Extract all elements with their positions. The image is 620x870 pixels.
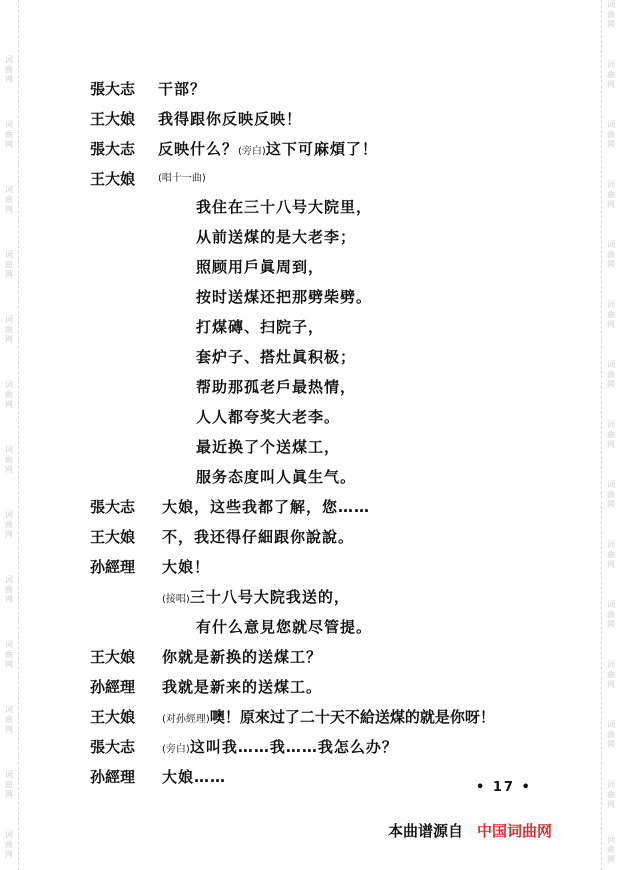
watermark-char: 网 [5,595,13,604]
watermark-group [602,780,620,810]
watermark-char: 词 [607,180,615,189]
dialogue-text: 这下可麻煩了！ [265,140,378,158]
watermark-char: 词 [5,705,13,714]
watermark-char: 词 [607,540,615,549]
lyric-line: 套炉子、搭灶眞积极； [196,348,357,366]
lyric-line [162,586,350,611]
watermark-char: 曲 [5,195,13,204]
watermark-group [0,770,18,800]
stage-direction: (对孙經理) [162,714,210,725]
watermark-char: 网 [607,260,615,269]
watermark-group [0,510,18,540]
speaker-name: 張大志 [90,498,136,516]
watermark-char: 词 [607,120,615,129]
watermark-group [602,420,620,450]
watermark-char: 词 [607,420,615,429]
lyric-line: 我住在三十八号大院里， [196,198,373,216]
watermark-char: 曲 [5,715,13,724]
watermark-char: 曲 [607,310,615,319]
watermark-char: 曲 [607,430,615,439]
lyric-line: 从前送煤的是大老李； [196,228,357,246]
watermark-char: 曲 [607,490,615,499]
watermark-char: 网 [607,440,615,449]
watermark-char: 曲 [607,250,615,259]
speaker-name: 張大志 [90,140,136,158]
watermark-char: 词 [607,480,615,489]
watermark-char: 词 [5,250,13,259]
speaker-name: 王大娘 [90,170,136,188]
watermark-group [602,60,620,90]
watermark-char: 网 [607,320,615,329]
dialogue-text: 这叫我……我……我怎么办？ [189,738,398,756]
watermark-group [602,540,620,570]
watermark-char: 网 [607,800,615,809]
watermark-char: 词 [5,575,13,584]
watermark-char: 词 [607,660,615,669]
watermark-char: 词 [607,240,615,249]
watermark-group [602,120,620,150]
lyric-line: 帮助那孤老戶最热情， [196,378,357,396]
watermark-group [0,705,18,735]
watermark-char: 曲 [5,455,13,464]
watermark-char: 曲 [607,190,615,199]
watermark-group [602,360,620,390]
watermark-char: 网 [5,725,13,734]
dialogue-text: 你就是新换的送煤工？ [162,648,323,666]
stage-direction: (旁白) [238,146,266,157]
lyric-line: 服务态度叫人眞生气。 [196,468,357,486]
watermark-char: 网 [5,75,13,84]
speaker-name: 孙經理 [90,558,136,576]
lyric-line: 有什么意見您就尽管提。 [196,618,373,636]
watermark-char: 网 [607,200,615,209]
watermark-char: 曲 [5,840,13,849]
watermark-char: 网 [607,680,615,689]
watermark-char: 词 [5,315,13,324]
watermark-char: 网 [5,400,13,409]
dialogue-text: 不，我还得仔細跟你說說。 [162,528,355,546]
dialogue-text: 干部？ [158,80,207,98]
dialogue-text: 我就是新来的送煤工。 [162,678,323,696]
watermark-group [0,640,18,670]
speaker-name: 張大志 [90,738,136,756]
watermark-group [602,600,620,630]
watermark-char: 网 [5,850,13,859]
speaker-name: 王大娘 [90,648,136,666]
watermark-char: 曲 [607,670,615,679]
watermark-char: 网 [607,140,615,149]
speaker-name: 孙經理 [90,678,136,696]
watermark-char: 曲 [607,610,615,619]
watermark-char: 网 [5,790,13,799]
speaker-name: 王大娘 [90,708,136,726]
stage-direction: (接唱) [162,594,190,605]
watermark-char: 词 [5,120,13,129]
dialogue-text: 我得跟你反映反映！ [158,110,303,128]
dialogue-text: 反映什么？ [158,140,239,158]
watermark-char: 曲 [607,845,615,854]
watermark-char: 曲 [5,520,13,529]
watermark-char: 网 [5,205,13,214]
watermark-char: 词 [607,0,615,9]
watermark-char: 曲 [5,65,13,74]
watermark-column-right [601,0,620,870]
lyric-line: 打煤磚、扫院子， [196,318,325,336]
watermark-group [602,300,620,330]
source-label: 本曲谱源自 [388,822,464,840]
watermark-group [0,120,18,150]
speaker-name: 王大娘 [90,528,136,546]
lyric-line: 人人都夸奖大老李。 [196,408,341,426]
watermark-char: 曲 [607,10,615,19]
watermark-group [602,720,620,750]
watermark-char: 词 [607,835,615,844]
dialogue-line [162,706,495,731]
watermark-char: 曲 [607,790,615,799]
lyric-line: 照顾用戶眞周到， [196,258,325,276]
watermark-group [602,180,620,210]
watermark-char: 网 [5,660,13,669]
watermark-char: 网 [5,140,13,149]
watermark-char: 词 [5,445,13,454]
watermark-char: 网 [607,855,615,864]
dialogue-text: 大娘…… [162,768,227,786]
watermark-group [0,445,18,475]
watermark-group [0,380,18,410]
watermark-char: 曲 [5,650,13,659]
watermark-group [602,660,620,690]
watermark-char: 曲 [607,130,615,139]
watermark-char: 网 [607,500,615,509]
dialogue-line [158,138,378,163]
watermark-group [602,240,620,270]
brand-link[interactable]: 中国词曲网 [477,822,553,840]
watermark-char: 词 [5,185,13,194]
watermark-char: 网 [5,335,13,344]
watermark-group [0,830,18,860]
speaker-name: 王大娘 [90,110,136,128]
watermark-char: 词 [607,780,615,789]
watermark-char: 网 [607,80,615,89]
watermark-group [0,575,18,605]
watermark-group [0,55,18,85]
lyric-line: 按时送煤还把那劈柴劈。 [196,288,373,306]
watermark-char: 词 [607,360,615,369]
page-number: • 17 • [476,780,532,795]
watermark-char: 曲 [5,130,13,139]
watermark-group [0,315,18,345]
watermark-char: 网 [5,465,13,474]
watermark-char: 词 [5,770,13,779]
dialogue-text: 大娘！ [162,558,211,576]
watermark-char: 曲 [5,390,13,399]
lyric-line: 最近换了个送煤工， [196,438,341,456]
dialogue-text: 大娘，这些我都了解，您…… [162,498,371,516]
watermark-column-left [0,0,19,870]
watermark-char: 网 [5,270,13,279]
watermark-char: 词 [5,380,13,389]
watermark-group [602,0,620,30]
speaker-name: 孙經理 [90,768,136,786]
watermark-char: 词 [5,55,13,64]
watermark-char: 网 [607,20,615,29]
watermark-char: 网 [5,530,13,539]
source-footer [388,820,552,841]
watermark-char: 词 [607,60,615,69]
watermark-char: 词 [5,830,13,839]
watermark-char: 曲 [607,70,615,79]
watermark-group [602,480,620,510]
watermark-char: 词 [607,720,615,729]
watermark-char: 曲 [5,325,13,334]
stage-direction: (唱十一曲) [158,173,206,184]
watermark-group [0,185,18,215]
watermark-char: 网 [607,380,615,389]
watermark-char: 词 [607,600,615,609]
watermark-char: 曲 [5,780,13,789]
watermark-char: 词 [5,640,13,649]
watermark-char: 曲 [5,585,13,594]
watermark-char: 网 [607,560,615,569]
watermark-char: 曲 [5,260,13,269]
watermark-char: 词 [607,300,615,309]
stage-direction: (旁白) [162,744,190,755]
watermark-char: 网 [607,740,615,749]
watermark-char: 词 [5,510,13,519]
watermark-group [0,250,18,280]
dialogue-text: 噢！原來过了二十天不給送煤的就是你呀！ [209,708,495,726]
speaker-name: 張大志 [90,80,136,98]
watermark-char: 曲 [607,730,615,739]
watermark-group [602,835,620,865]
dialogue-line [162,736,398,761]
watermark-char: 曲 [607,550,615,559]
lyric-text: 三十八号大院我送的， [189,588,350,606]
watermark-char: 曲 [607,370,615,379]
watermark-char: 网 [607,620,615,629]
